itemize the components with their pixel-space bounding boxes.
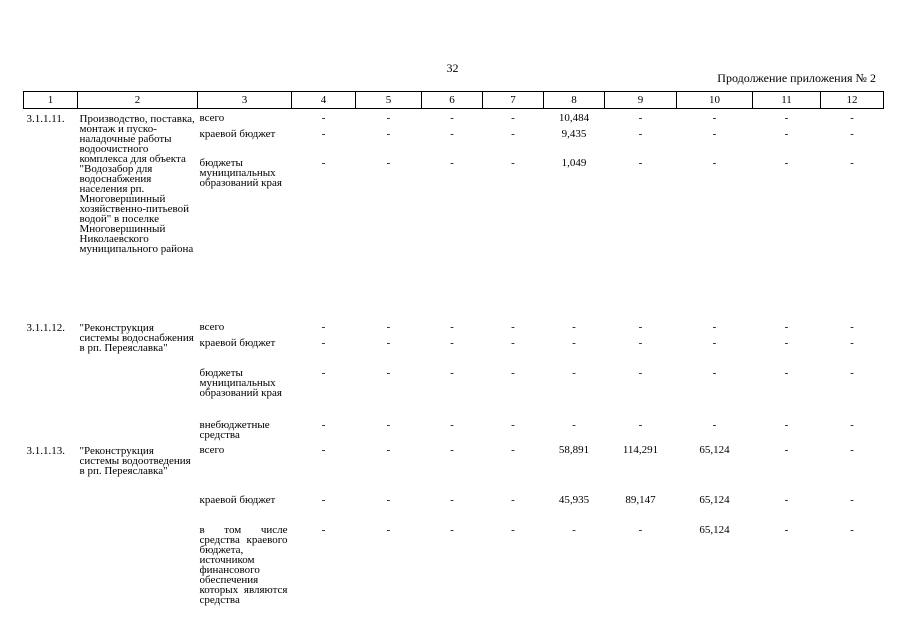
funding-source: всего xyxy=(199,444,225,456)
column-header: 12 xyxy=(821,92,884,109)
value-cell: - xyxy=(386,337,391,349)
column-header: 6 xyxy=(422,92,483,109)
value-cell: - xyxy=(784,321,789,333)
value-cell: - xyxy=(784,337,789,349)
value-cell: - xyxy=(321,128,326,140)
value-cell: - xyxy=(784,524,789,536)
value-cell: - xyxy=(572,419,576,431)
funding-source: краевой бюджет xyxy=(199,337,276,349)
value-cell: 1,049 xyxy=(561,157,587,169)
table-row xyxy=(24,295,884,336)
value-cell: 65,124 xyxy=(699,494,730,506)
value-cell: - xyxy=(850,157,854,169)
funding-source: в том числе средства краевого бюджета, источником финансового обеспечения которых являются средства xyxy=(199,524,288,606)
value-cell: - xyxy=(450,367,454,379)
funding-source: внебюджетные средства xyxy=(199,419,270,441)
value-cell: - xyxy=(784,128,789,140)
value-cell: - xyxy=(850,524,854,536)
funding-source: краевой бюджет xyxy=(199,128,276,140)
value-cell: - xyxy=(712,321,717,333)
value-cell: - xyxy=(712,157,717,169)
item-code: 3.1.1.13. xyxy=(26,445,65,457)
value-cell: - xyxy=(572,524,576,536)
value-cell: - xyxy=(450,444,454,456)
value-cell: - xyxy=(784,157,789,169)
value-cell: - xyxy=(850,494,854,506)
value-cell: - xyxy=(321,321,326,333)
value-cell: - xyxy=(784,444,789,456)
value-cell: - xyxy=(511,444,515,456)
value-cell: - xyxy=(638,321,643,333)
value-cell: - xyxy=(511,112,515,124)
value-cell: - xyxy=(850,444,854,456)
funding-source: краевой бюджет xyxy=(199,494,276,506)
value-cell: - xyxy=(638,419,643,431)
value-cell: - xyxy=(321,494,326,506)
item-code: 3.1.1.12. xyxy=(26,322,65,334)
value-cell: - xyxy=(784,367,789,379)
item-name: "Реконструкция системы водоснабжения в рп. Переяславка" xyxy=(79,322,194,354)
header-row xyxy=(24,92,884,109)
column-header: 8 xyxy=(544,92,605,109)
value-cell: - xyxy=(321,524,326,536)
column-header: 10 xyxy=(677,92,753,109)
continuation-title: Продолжение приложения № 2 xyxy=(717,71,876,85)
column-header: 9 xyxy=(605,92,677,109)
value-cell: - xyxy=(511,419,515,431)
value-cell: - xyxy=(386,367,391,379)
value-cell: - xyxy=(321,367,326,379)
page-number: 32 xyxy=(446,61,459,75)
value-cell: 58,891 xyxy=(558,444,590,456)
value-cell: - xyxy=(511,494,515,506)
value-cell: 89,147 xyxy=(625,494,656,506)
funding-source: всего xyxy=(199,112,225,124)
value-cell: 9,435 xyxy=(561,128,587,140)
funding-source: бюджеты муниципальных образований края xyxy=(199,367,282,399)
value-cell: - xyxy=(450,321,454,333)
value-cell: - xyxy=(450,157,454,169)
value-cell: - xyxy=(712,419,717,431)
value-cell: - xyxy=(712,128,717,140)
column-header: 2 xyxy=(78,92,198,109)
value-cell: - xyxy=(850,112,854,124)
value-cell: - xyxy=(450,112,454,124)
value-cell: - xyxy=(638,112,643,124)
value-cell: - xyxy=(321,419,326,431)
value-cell: - xyxy=(850,321,854,333)
table-row xyxy=(24,443,884,493)
value-cell: - xyxy=(450,128,454,140)
column-header: 7 xyxy=(483,92,544,109)
value-cell: - xyxy=(572,337,576,349)
column-header: 3 xyxy=(198,92,292,109)
value-cell: - xyxy=(511,157,515,169)
value-cell: - xyxy=(638,128,643,140)
value-cell: - xyxy=(386,419,391,431)
value-cell: - xyxy=(850,337,854,349)
value-cell: - xyxy=(784,494,789,506)
value-cell: 10,484 xyxy=(558,112,590,124)
value-cell: 45,935 xyxy=(558,494,590,506)
value-cell: 65,124 xyxy=(699,444,730,456)
value-cell: - xyxy=(386,157,391,169)
funding-source: бюджеты муниципальных образований края xyxy=(199,157,282,189)
value-cell: - xyxy=(321,157,326,169)
value-cell: - xyxy=(386,494,391,506)
value-cell: - xyxy=(511,337,515,349)
value-cell: - xyxy=(321,444,326,456)
value-cell: - xyxy=(386,444,391,456)
value-cell: - xyxy=(712,367,717,379)
value-cell: - xyxy=(784,112,789,124)
value-cell: - xyxy=(386,524,391,536)
value-cell: - xyxy=(321,112,326,124)
value-cell: - xyxy=(450,524,454,536)
column-header: 1 xyxy=(24,92,78,109)
value-cell: - xyxy=(850,367,854,379)
value-cell: - xyxy=(386,128,391,140)
value-cell: - xyxy=(572,367,576,379)
value-cell: 114,291 xyxy=(622,444,659,456)
value-cell: - xyxy=(850,128,854,140)
value-cell: - xyxy=(511,367,515,379)
column-header: 5 xyxy=(356,92,422,109)
value-cell: - xyxy=(321,337,326,349)
value-cell: - xyxy=(511,321,515,333)
column-header: 4 xyxy=(292,92,356,109)
value-cell: - xyxy=(784,419,789,431)
table-body xyxy=(24,109,884,616)
value-cell: - xyxy=(386,112,391,124)
budget-table xyxy=(23,91,884,615)
value-cell: - xyxy=(386,321,391,333)
value-cell: - xyxy=(638,524,643,536)
item-name: Производство, поставка, монтаж и пуско-наладочные работы водоочистного комплекса для объекта "Водозабор для водоснабжения населения рп. Многовершинный хозяйственно-питьевой водой" в поселке Многовершинный Николаевского муниципального района xyxy=(79,113,195,255)
value-cell: - xyxy=(450,419,454,431)
funding-source: всего xyxy=(199,321,225,333)
item-code: 3.1.1.11. xyxy=(26,113,65,125)
value-cell: - xyxy=(450,337,454,349)
value-cell: - xyxy=(638,337,643,349)
value-cell: 65,124 xyxy=(699,524,730,536)
item-name: "Реконструкция системы водоотведения в рп. Переяславка" xyxy=(79,445,191,477)
value-cell: - xyxy=(712,112,717,124)
value-cell: - xyxy=(511,524,515,536)
value-cell: - xyxy=(850,419,854,431)
column-header: 11 xyxy=(753,92,821,109)
value-cell: - xyxy=(638,367,643,379)
value-cell: - xyxy=(450,494,454,506)
value-cell: - xyxy=(572,321,576,333)
value-cell: - xyxy=(712,337,717,349)
value-cell: - xyxy=(511,128,515,140)
table-row xyxy=(24,109,884,128)
value-cell: - xyxy=(638,157,643,169)
